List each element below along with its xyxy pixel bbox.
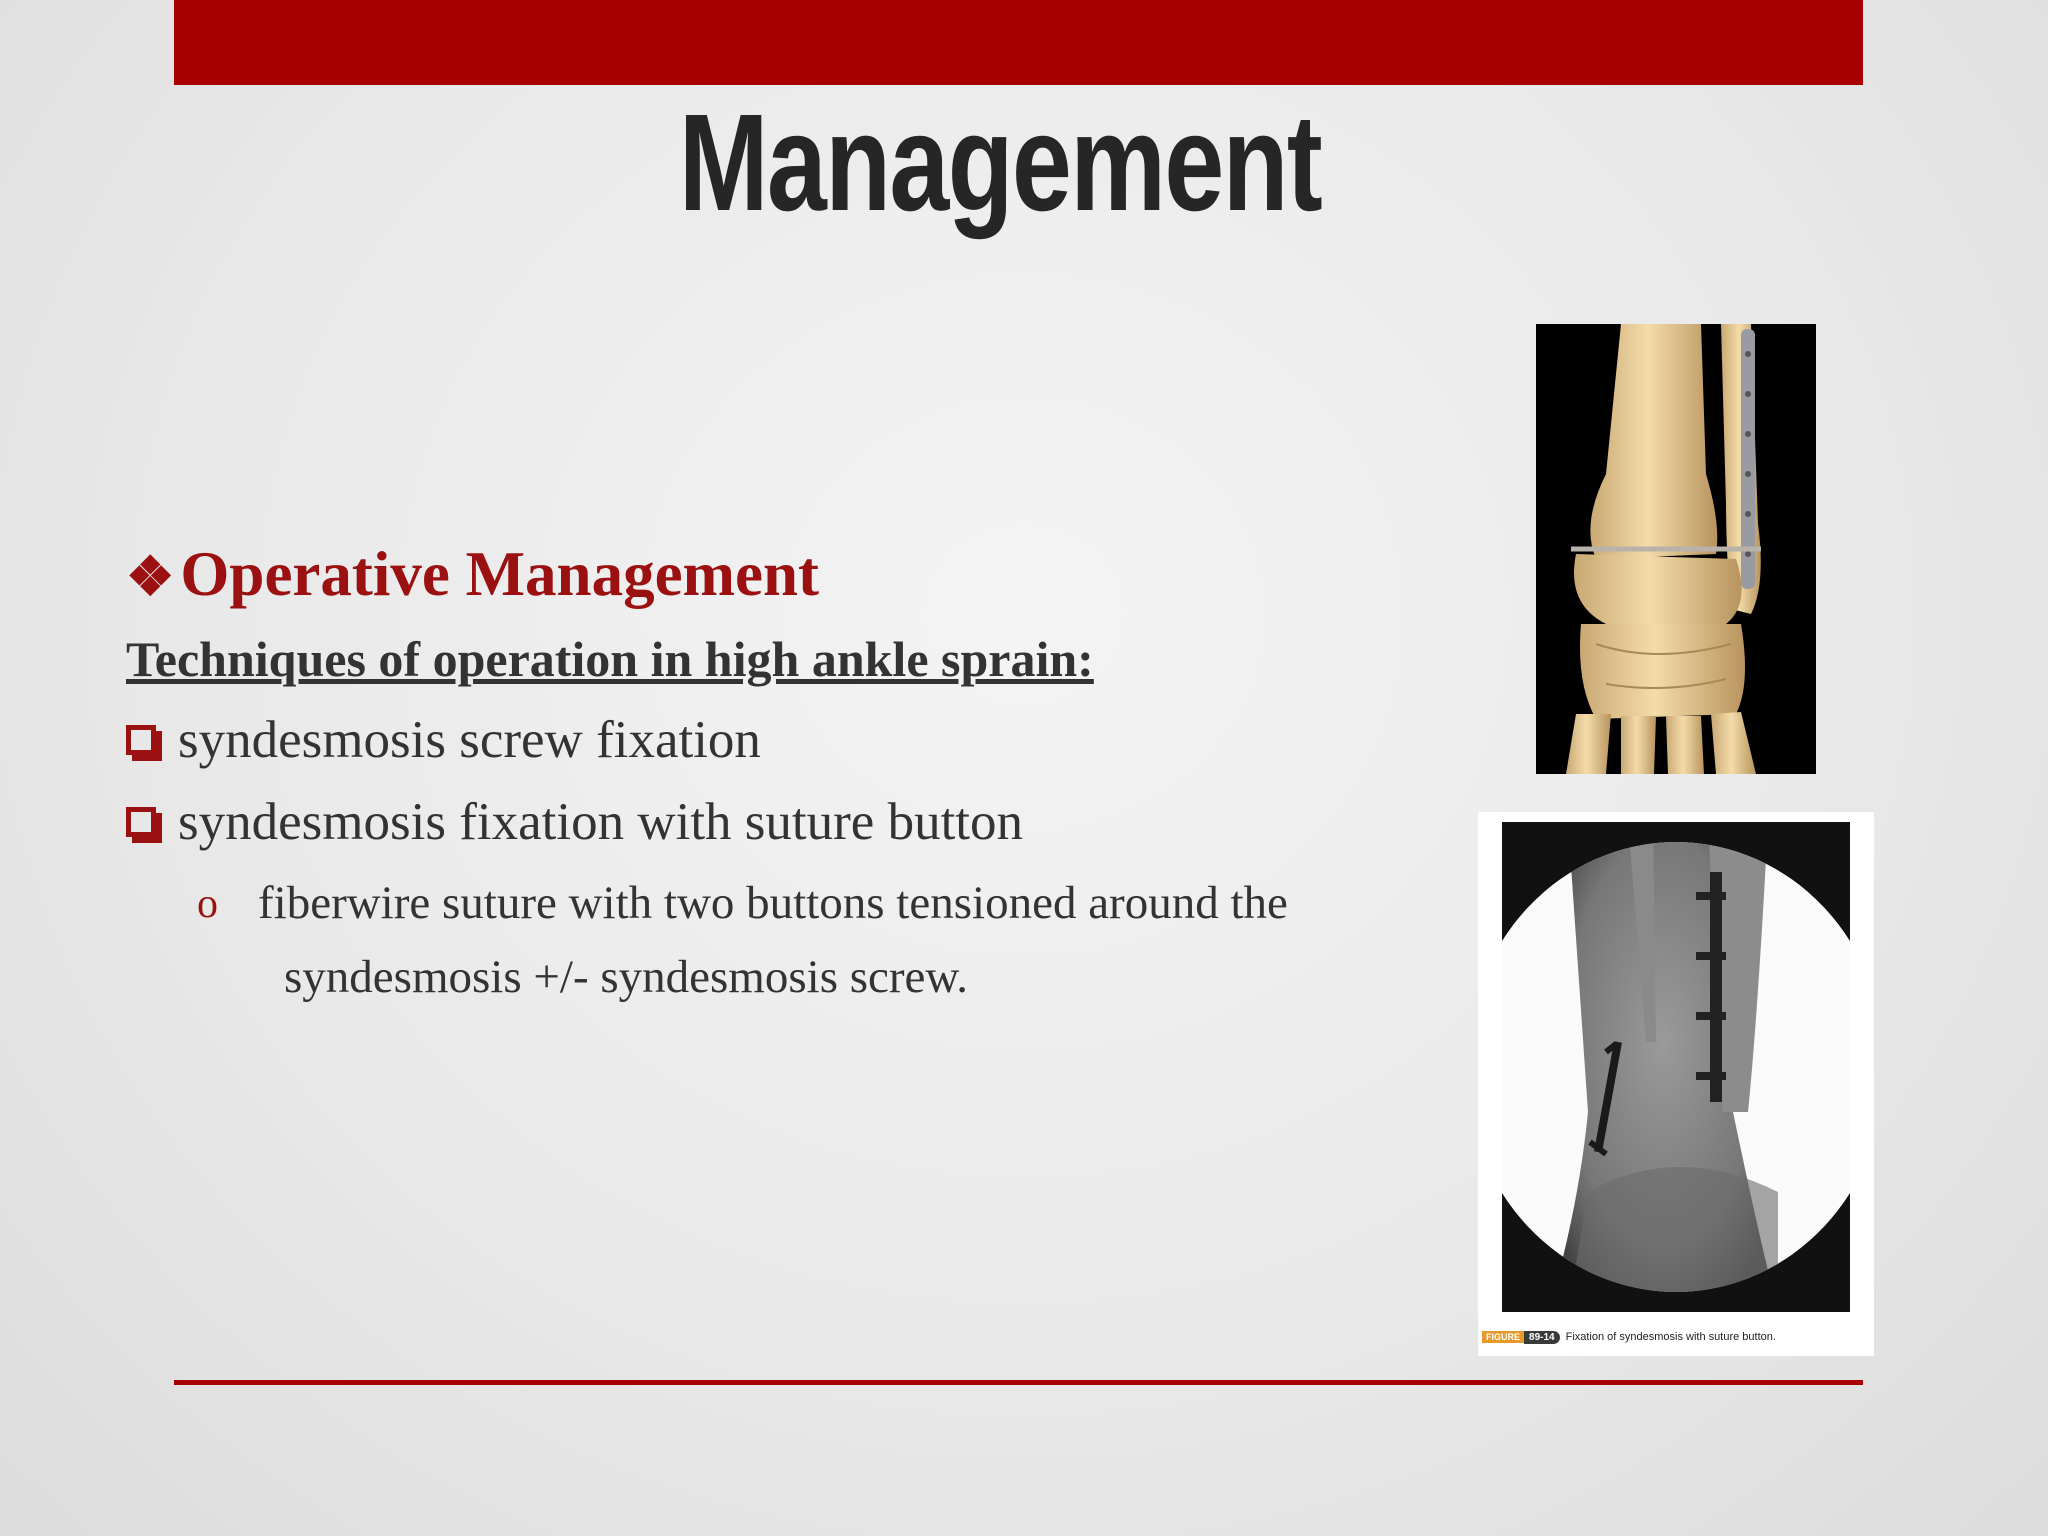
checkbox-bullet-icon <box>126 807 156 837</box>
slide-title: Management <box>678 86 1322 240</box>
sub-bullet-line: syndesmosis +/- syndesmosis screw. <box>284 951 969 1003</box>
diamond-bullet-icon: ❖ <box>126 547 175 607</box>
bullet-item <box>126 710 761 770</box>
sub-bullet-line: fiberwire suture with two buttons tensioned around the <box>258 877 1288 929</box>
bullet-item <box>126 792 1023 852</box>
top-accent-bar <box>174 0 1863 85</box>
xray-image <box>1478 812 1874 1356</box>
techniques-subheading: Techniques of operation in high ankle sprain: <box>126 631 1094 687</box>
figure-number: 89-14 <box>1524 1331 1560 1344</box>
circle-bullet-icon: o <box>197 881 218 927</box>
section-heading <box>126 538 819 611</box>
figure-caption <box>1482 1328 1776 1346</box>
bullet-text: syndesmosis fixation with suture button <box>178 793 1024 851</box>
bullet-text: syndesmosis screw fixation <box>178 711 761 769</box>
checkbox-bullet-icon <box>126 725 156 755</box>
figure-caption-text: Fixation of syndesmosis with suture button. <box>1565 1331 1776 1343</box>
bottom-divider <box>174 1380 1863 1385</box>
section-heading-text: Operative Management <box>180 539 820 609</box>
ankle-anatomy-illustration <box>1536 324 1816 774</box>
figure-label: FIGURE <box>1482 1331 1524 1343</box>
